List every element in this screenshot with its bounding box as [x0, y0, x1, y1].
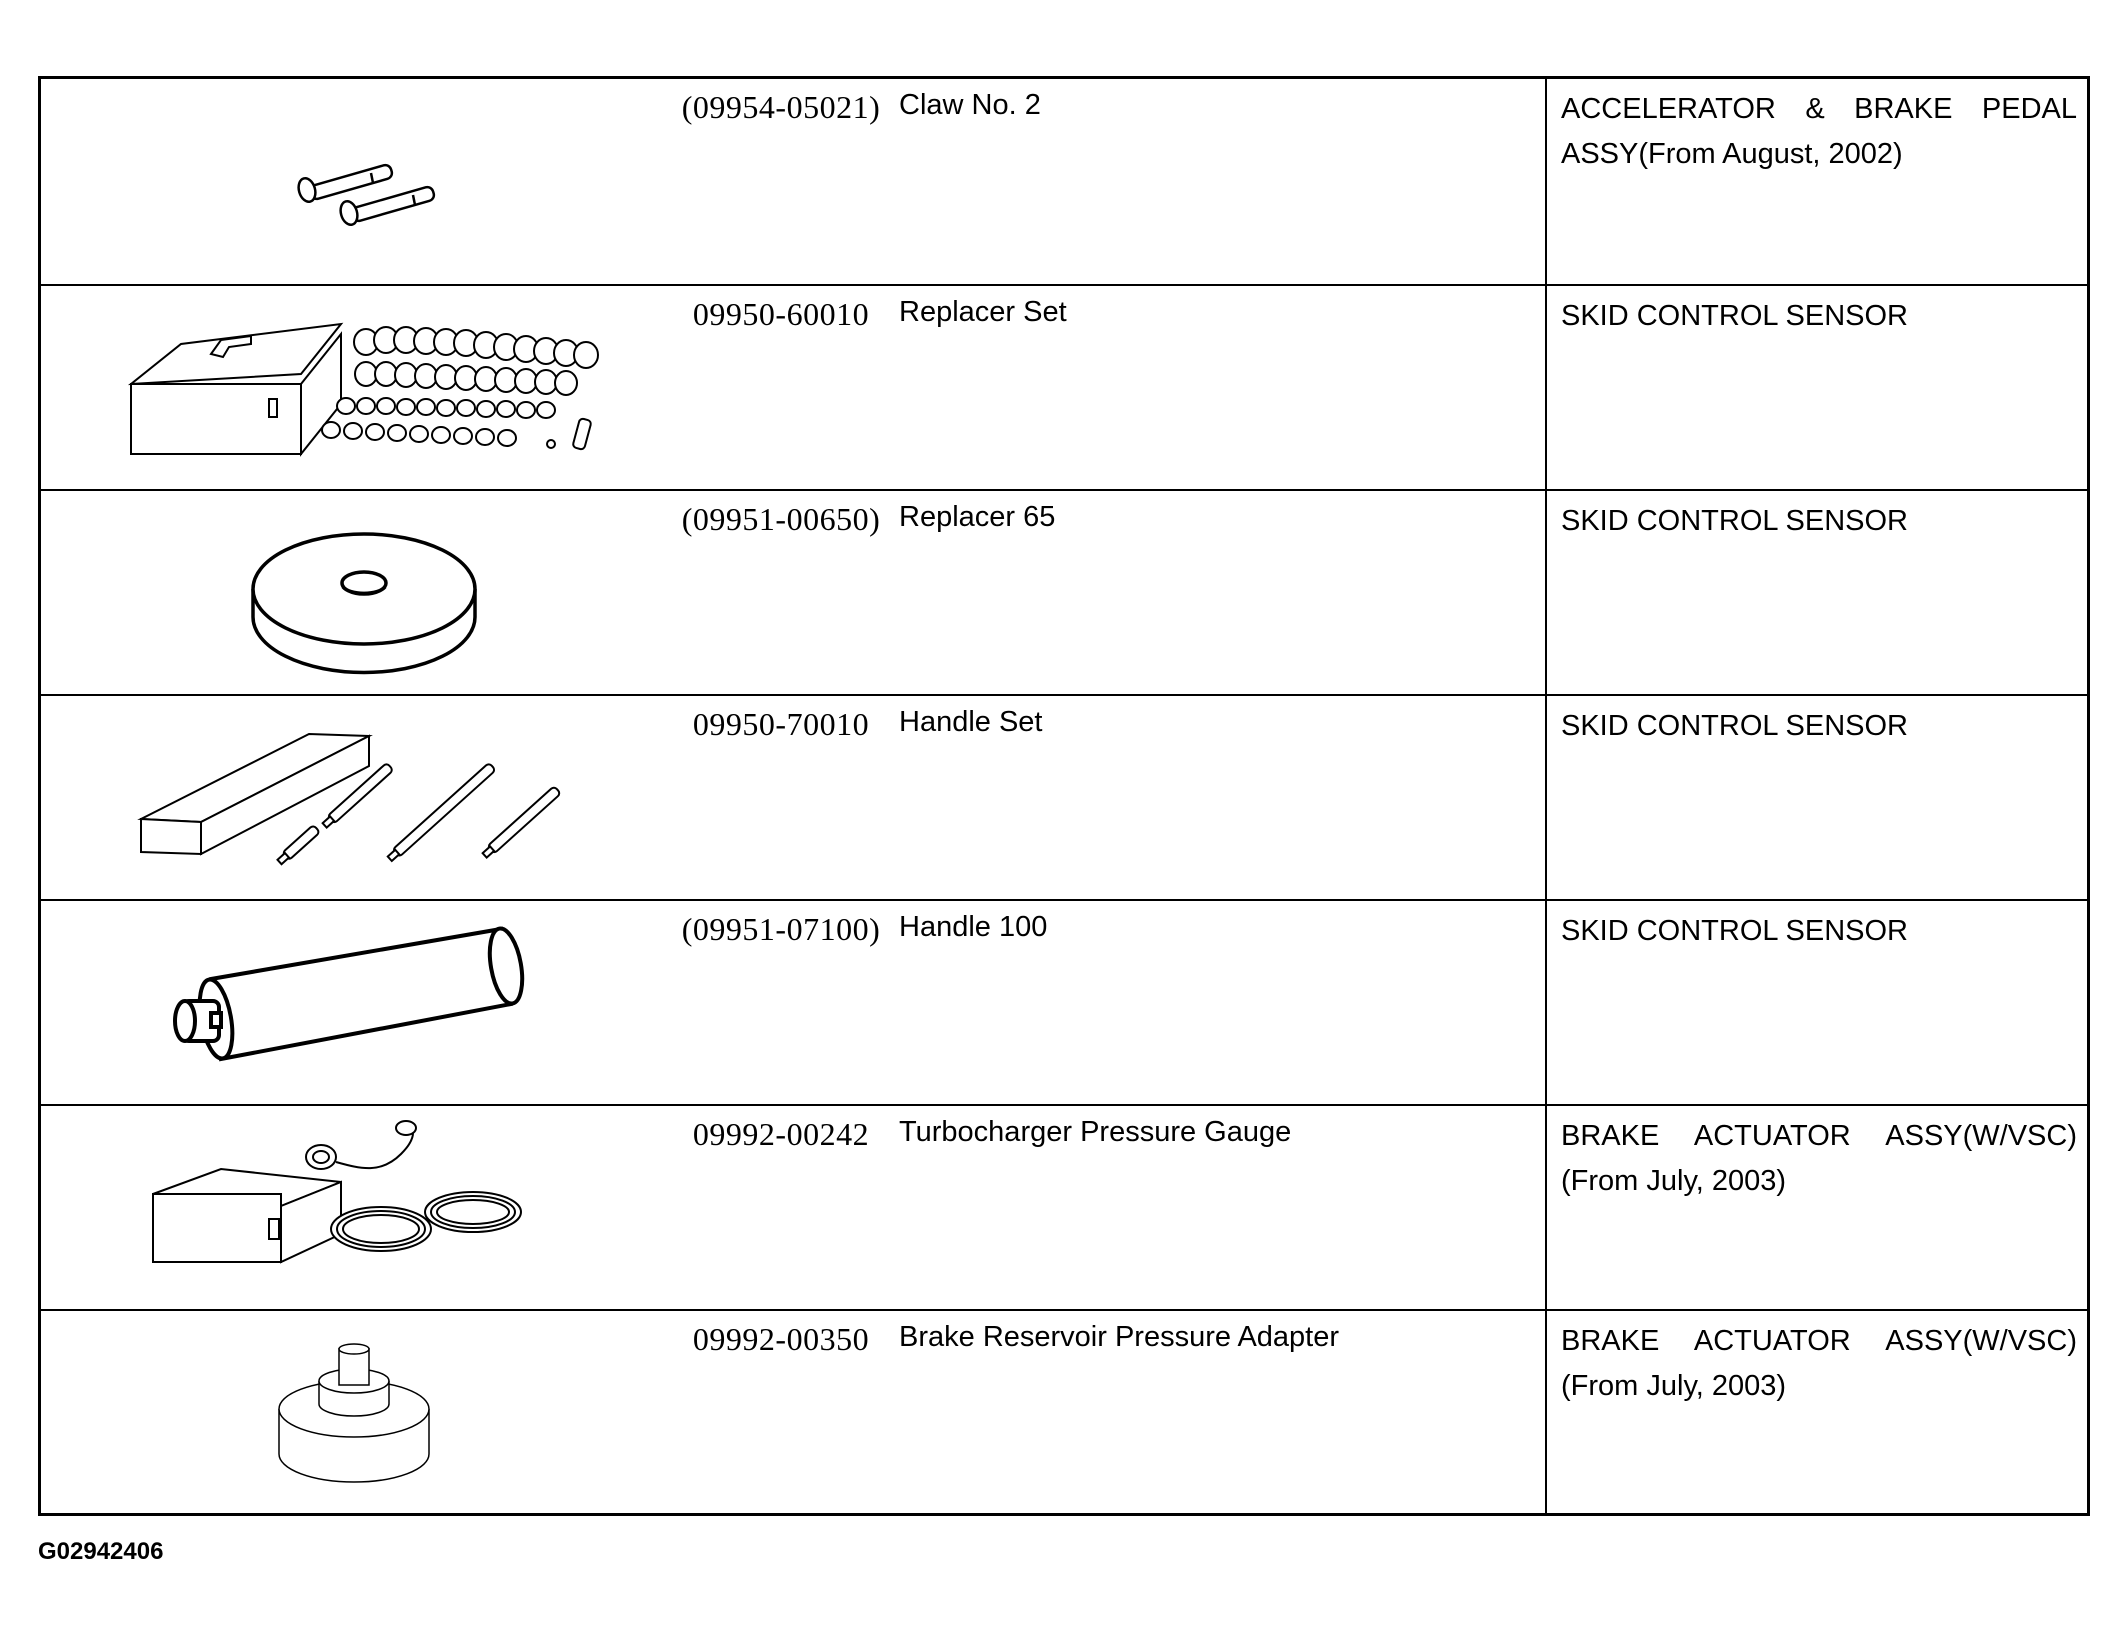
- usage-text: SKID CONTROL SENSOR: [1561, 915, 1908, 947]
- part-number: 09992-00350: [692, 1321, 870, 1357]
- part-name: Replacer 65: [899, 501, 1056, 533]
- table-row: [41, 79, 2087, 284]
- usage-text: SKID CONTROL SENSOR: [1561, 710, 1908, 742]
- column-divider: [1545, 1106, 1547, 1309]
- column-divider: [1545, 901, 1547, 1104]
- part-number: 09992-00242: [692, 1116, 870, 1152]
- part-name: Claw No. 2: [899, 89, 1041, 121]
- pressure-gauge-kit-icon: [81, 1114, 641, 1304]
- part-number: (09954-05021): [681, 89, 881, 125]
- handle-set-icon: [81, 704, 641, 894]
- column-divider: [1545, 696, 1547, 899]
- part-number: (09951-00650): [681, 501, 881, 537]
- column-divider: [1545, 1311, 1547, 1514]
- replacer-set-icon: [81, 294, 641, 484]
- table-row: [41, 284, 2087, 489]
- special-tools-table: [38, 76, 2090, 1516]
- column-divider: [1545, 286, 1547, 489]
- figure-code: G02942406: [38, 1538, 164, 1565]
- table-row: [41, 489, 2087, 694]
- part-number: 09950-70010: [692, 706, 870, 742]
- replacer-disc-icon: [81, 499, 641, 689]
- table-row: [41, 694, 2087, 899]
- usage-text: BRAKE ACTUATOR ASSY(W/VSC)(From July, 2003): [1561, 1120, 2077, 1197]
- pressure-adapter-icon: [81, 1319, 641, 1509]
- usage-text: ACCELERATOR & BRAKE PEDAL ASSY(From August, 2002): [1561, 93, 2077, 170]
- column-divider: [1545, 79, 1547, 284]
- table-row: [41, 899, 2087, 1104]
- column-divider: [1545, 491, 1547, 694]
- part-name: Replacer Set: [899, 296, 1067, 328]
- part-number: (09951-07100): [681, 911, 881, 947]
- part-name: Brake Reservoir Pressure Adapter: [899, 1321, 1340, 1353]
- part-name: Turbocharger Pressure Gauge: [899, 1116, 1292, 1148]
- usage-text: BRAKE ACTUATOR ASSY(W/VSC)(From July, 2003): [1561, 1325, 2077, 1402]
- part-name: Handle 100: [899, 911, 1048, 943]
- part-number: 09950-60010: [692, 296, 870, 332]
- table-row: [41, 1309, 2087, 1514]
- table-row: [41, 1104, 2087, 1309]
- handle-cylinder-icon: [81, 909, 641, 1099]
- usage-text: SKID CONTROL SENSOR: [1561, 505, 1908, 537]
- claw-bolts-icon: [81, 87, 641, 277]
- part-name: Handle Set: [899, 706, 1043, 738]
- usage-text: SKID CONTROL SENSOR: [1561, 300, 1908, 332]
